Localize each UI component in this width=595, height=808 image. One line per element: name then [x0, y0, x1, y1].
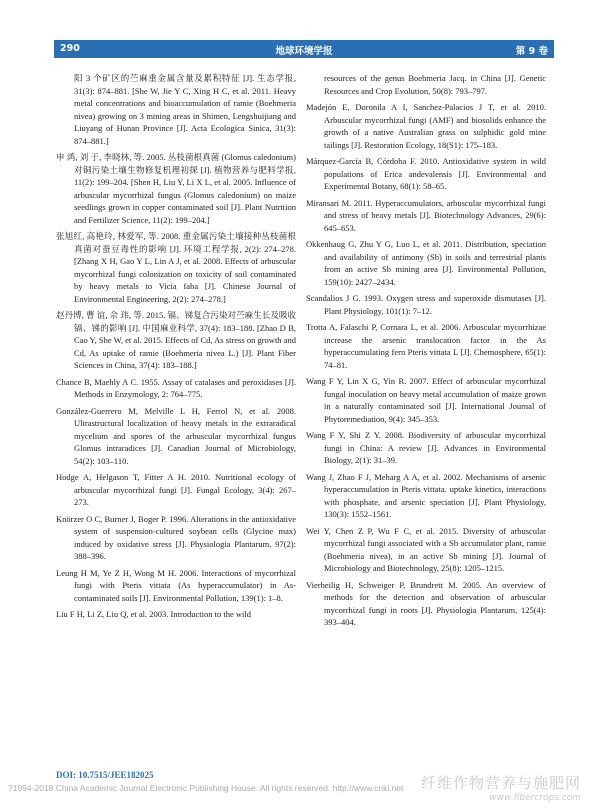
- volume-label: 第 9 卷: [515, 46, 548, 57]
- reference-item: resources of the genus Boehmeria Jacq. in China [J]. Genetic Resources and Crop Evolution, 50(8): 793–797.: [324, 73, 546, 96]
- reference-item: Hodge A, Helgason T, Fitter A H. 2010. Nutritional ecology of arbuscular mycorrhizal fungi [J]. Fungal Ecology, 3(4): 267–273.: [56, 472, 296, 507]
- reference-item: Trotta A, Falaschi P, Cornara L, et al. 2006. Arbuscular mycorrhizae increase the arsenic translocation factor in the As hyperaccumulating fern Pteris vittata L [J]. Chemosphere, 65(1): 74–81.: [306, 322, 546, 370]
- reference-item: Chance B, Maehly A C. 1955. Assay of catalases and peroxidases [J]. Methods in Enzymology, 2: 764–775.: [56, 376, 296, 399]
- reference-item: 赵丹博, 曹 谊, 佘 玮, 等. 2015. 镉、锑复合污染对苎麻生长及吸收镉、锑的影响 [J]. 中国麻业科学, 37(4): 183–188. [Zhao D B, Cao Y, She W, et al. 2015. Effects of Cd, As stress on growth and Cd, As uptake of ramie (Boehmeria nivea L.) [J]. Plant Fiber Sciences in China, 37(4): 183–188.]: [56, 310, 296, 370]
- reference-item: 申 鸿, 刘 于, 李晓林, 等. 2005. 丛枝菌根真菌 (Glomus caledonium) 对铜污染土壤生物修复机理初探 [J]. 植物营养与肥料学报, 11(2): 199–204. [Shen H, Liu Y, Li X L, et al. 2005. Influence of arbuscular mycorrhizal fungus (Glomus caledonium) on maize seedlings grown in copper contaminated soil [J]. Plant Nutrition and Fertilizer Science, 11(2): 199–204.]: [56, 152, 296, 225]
- reference-item: Knörzer O C, Burner J, Boger P. 1996. Alterations in the antioxidative system of suspension-cultured soybean cells (Glycine max) induced by oxidative stress [J]. Physiologia Plantarum, 97(2): 388–396.: [56, 513, 296, 561]
- reference-item: Wang F Y, Shi Z Y. 2008. Biodiversity of arbuscular mycorrhizal fungi in China: A review [J]. Advances in Environmental Biology, 2(1): 31–39.: [306, 430, 546, 465]
- references-right-column: [306, 72, 546, 633]
- reference-item: Leung H M, Ye Z H, Wong M H. 2006. Interactions of mycorrhizal fungi with Pteris vittata (As hyperaccumulator) in As-contaminated soils [J]. Environmental Pollution, 139(1): 1–8.: [56, 567, 296, 603]
- watermark-text: 纤维作物营养与施肥网: [420, 774, 581, 792]
- reference-item: Wei Y, Chen Z P, Wu F C, et al. 2015. Diversity of arbuscular mycorrhizal fungi associated with a Sb accumulator plant, ramie (Boehmeria nivea), in an active Sb mining [J]. Journal of Microbiology and Biotechnology, 25(8): 1205–1215.: [306, 525, 546, 573]
- reference-item: 阳 3 个矿区的苎麻重金属含量及累积特征 [J]. 生态学报, 31(3): 874–881. [She W, Jie Y C, Xing H C, et al. 2011. Heavy metal concentrations and bioaccumulation of ramie (Boehmeria nivea) growing on 3 mining areas in Shimen, Lengshuijiang and Liuyang of Hunan Province [J]. Acta Ecologica Sinica, 31(3): 874–881.]: [74, 73, 296, 146]
- reference-item: Márquez-García B, Córdoba F. 2010. Antioxidative system in wild populations of Erica andevalensis [J]. Environmental and Experimental Botany, 68(1): 58–65.: [306, 156, 546, 191]
- reference-item: Scandalios J G. 1993. Oxygen stress and superoxide dismutases [J]. Plant Physiology, 101(1): 7–12.: [306, 293, 546, 316]
- reference-item: Vierheilig H, Schweiger P, Brundrett M. 2005. An overview of methods for the detection and observation of arbuscular mycorrhizal fungi in roots [J]. Physiologia Plantarum, 125(4): 393–404.: [306, 579, 546, 627]
- doi-label: DOI: 10.7515/JEE182025: [56, 770, 154, 780]
- running-header: [54, 40, 554, 58]
- reference-item: Okkenhaug G, Zhu Y G, Luo L, et al. 2011. Distribution, speciation and availability of antimony (Sb) in soils and terrestrial plants from an active Sb mining area [J]. Environmental Pollution, 159(10): 2427–2434.: [306, 239, 546, 287]
- reference-item: Miransari M. 2011. Hyperaccumulators, arbuscular mycorrhizal fungi and stress of heavy metals [J]. Biotechnology Advances, 29(6): 645–653.: [306, 197, 546, 233]
- reference-item: 张旭红, 高艳玲, 林爱军, 等. 2008. 重金属污染土壤接种丛枝菌根真菌对蚕豆毒性的影响 [J]. 环境工程学报, 2(2): 274–278. [Zhang X H, Gao Y L, Lin A J, et al. 2008. Effects of arbuscular mycorrhizal fungi colonization on toxicity of soil contaminated by heavy metals to Vicia faba [J]. Chinese Journal of Environmental Engineering, 2(2): 274–278.]: [56, 231, 296, 304]
- watermark: [421, 772, 581, 803]
- watermark-url: www.fibercrops.com: [489, 793, 581, 803]
- references-left-column: [56, 72, 296, 625]
- copyright-line: ?1994-2018 China Academic Journal Electronic Publishing House. All rights reserved. http://www.cnki.net: [8, 783, 404, 793]
- reference-item: Madejón E, Doronila A I, Sanchez-Palacios J T, et al. 2010. Arbuscular mycorrhizal fungi (AMF) and biosolids enhance the growth of a native Australian grass on sulphidic gold mine tailings [J]. Restoration Ecology, 18(S1): 175–183.: [306, 102, 546, 150]
- reference-item: González-Guerrero M, Melville L H, Ferrol N, et al. 2008. Ultrastructural localization of heavy metals in the extraradical mycelium and spores of the arbuscular mycorrhizal fungus Glomus intraradices [J]. Canadian Journal of Microbiology, 54(2): 103–110.: [56, 405, 296, 466]
- reference-item: Wang J, Zhao F J, Meharg A A, et al. 2002. Mechanisms of arsenic hyperaccumulation in Pteris vittata. uptake kinetics, interactions with phosphate, and arsenic speciation [J]. Plant Physiology, 130(3): 1552–1561.: [306, 471, 546, 519]
- journal-name: 地球环境学报: [275, 46, 333, 57]
- reference-item: Wang F Y, Lin X G, Yin R. 2007. Effect of arbuscular mycorrhizal fungal inoculation on heavy metal accumulation of maize grown in a naturally contaminated soil [J]. International Journal of Phytoremediation, 9(4): 345–353.: [306, 376, 546, 424]
- page-number: 290: [60, 43, 80, 54]
- reference-item: Liu F H, Li Z, Liu Q, et al. 2003. Introduction to the wild: [56, 609, 252, 619]
